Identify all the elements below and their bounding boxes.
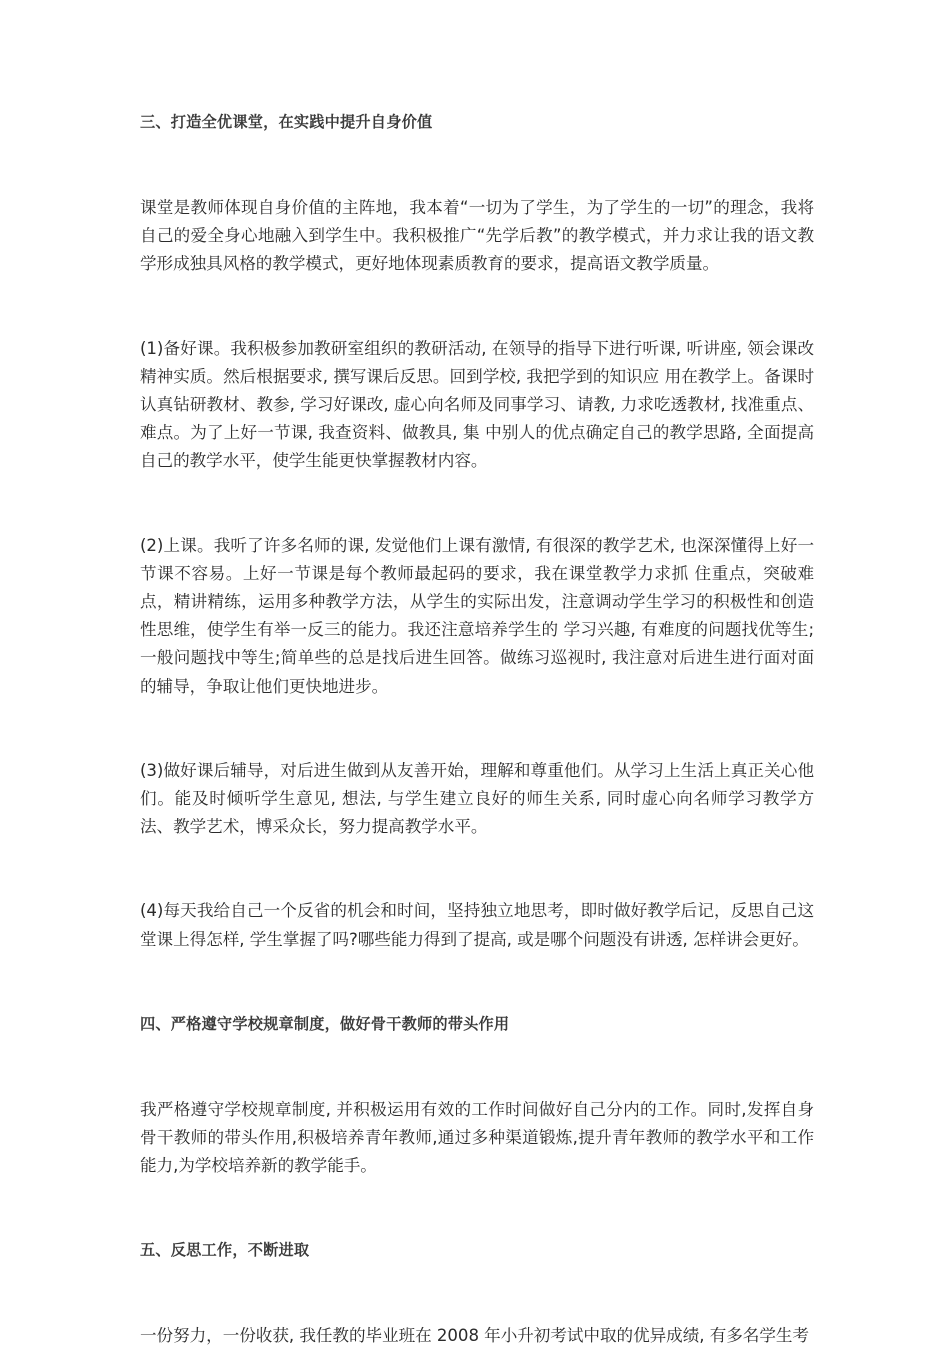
paragraph-daily-reflection: (4)每天我给自己一个反省的机会和时间，坚持独立地思考，即时做好教学后记，反思自己这堂课上得怎样, 学生掌握了吗?哪些能力得到了提高, 或是哪个问题没有讲透, 怎样讲会更好。: [140, 901, 814, 949]
section-heading-three: 三、打造全优课堂，在实践中提升自身价值: [140, 113, 433, 131]
paragraph-teaching-class: (2)上课。我听了许多名师的课, 发觉他们上课有激情, 有很深的教学艺术, 也深深懂得上好一节课不容易。上好一节课是每个教师最起码的要求，我在课堂教学力求抓 住重点，突破难点，精讲精练，运用多种教学方法，从学生的实际出发，注意调动学生学习的积极性和创造性思维，使学生有举一反三的能力。我还注意培养学生的 学习兴趣, 有难度的问题找优等生;一般问题找中等生;简单些的总是找后进生回答。做练习巡视时, 我注意对后进生进行面对面的辅导，争取让他们更快地进步。: [140, 535, 814, 696]
document-content: [140, 108, 814, 1351]
spacer: [140, 1264, 814, 1322]
spacer: [140, 701, 814, 757]
paragraph-school-rules: 我严格遵守学校规章制度, 并积极运用有效的工作时间做好自己分内的工作。同时,发挥自身骨干教师的带头作用,积极培养青年教师,通过多种渠道锻炼,提升青年教师的教学水平和工作能力,为学校培养新的教学能手。: [140, 1099, 814, 1176]
spacer: [140, 1180, 814, 1236]
paragraph-after-class-tutoring: (3)做好课后辅导，对后进生做到从友善开始，理解和尊重他们。从学习上生活上真正关心他们。能及时倾听学生意见, 想法, 与学生建立良好的师生关系, 同时虚心向名师学习教学方法、教学艺术，博采众长，努力提高教学水平。: [140, 760, 814, 837]
paragraph-results: 一份努力，一份收获, 我任教的毕业班在 2008 年小升初考试中取的优异成绩, 有多名学生考: [140, 1326, 809, 1346]
section-heading-four: 四、严格遵守学校规章制度，做好骨干教师的带头作用: [140, 1014, 510, 1033]
paragraph-lesson-preparation: (1)备好课。我积极参加教研室组织的教研活动, 在领导的指导下进行听课, 听讲座, 领会课改精神实质。然后根据要求, 撰写课后反思。回到学校, 我把学到的知识应 用在教学上。备课时认真钻研教材、教参, 学习好课改, 虚心向名师及同事学习、请教, 力求吃透教材, 找准重点、难点。为了上好一节课, 我查资料、做教具, 集 中别人的优点确定自己的教学思路, 全面提高自己的教学水平，使学生能更快掌握教材内容。: [140, 338, 814, 471]
spacer: [140, 841, 814, 897]
spacer: [140, 954, 814, 1010]
paragraph-intro: 课堂是教师体现自身价值的主阵地，我本着“一切为了学生，为了学生的一切”的理念，我将自己的爱全身心地融入到学生中。我积极推广“先学后教”的教学模式，并力求让我的语文教学形成独具风格的教学模式，更好地体现素质教育的要求，提高语文教学质量。: [140, 198, 814, 274]
spacer: [140, 279, 814, 335]
spacer: [140, 1038, 814, 1096]
spacer: [140, 476, 814, 532]
section-heading-five: 五、反思工作，不断进取: [140, 1241, 310, 1260]
spacer: [140, 136, 814, 194]
